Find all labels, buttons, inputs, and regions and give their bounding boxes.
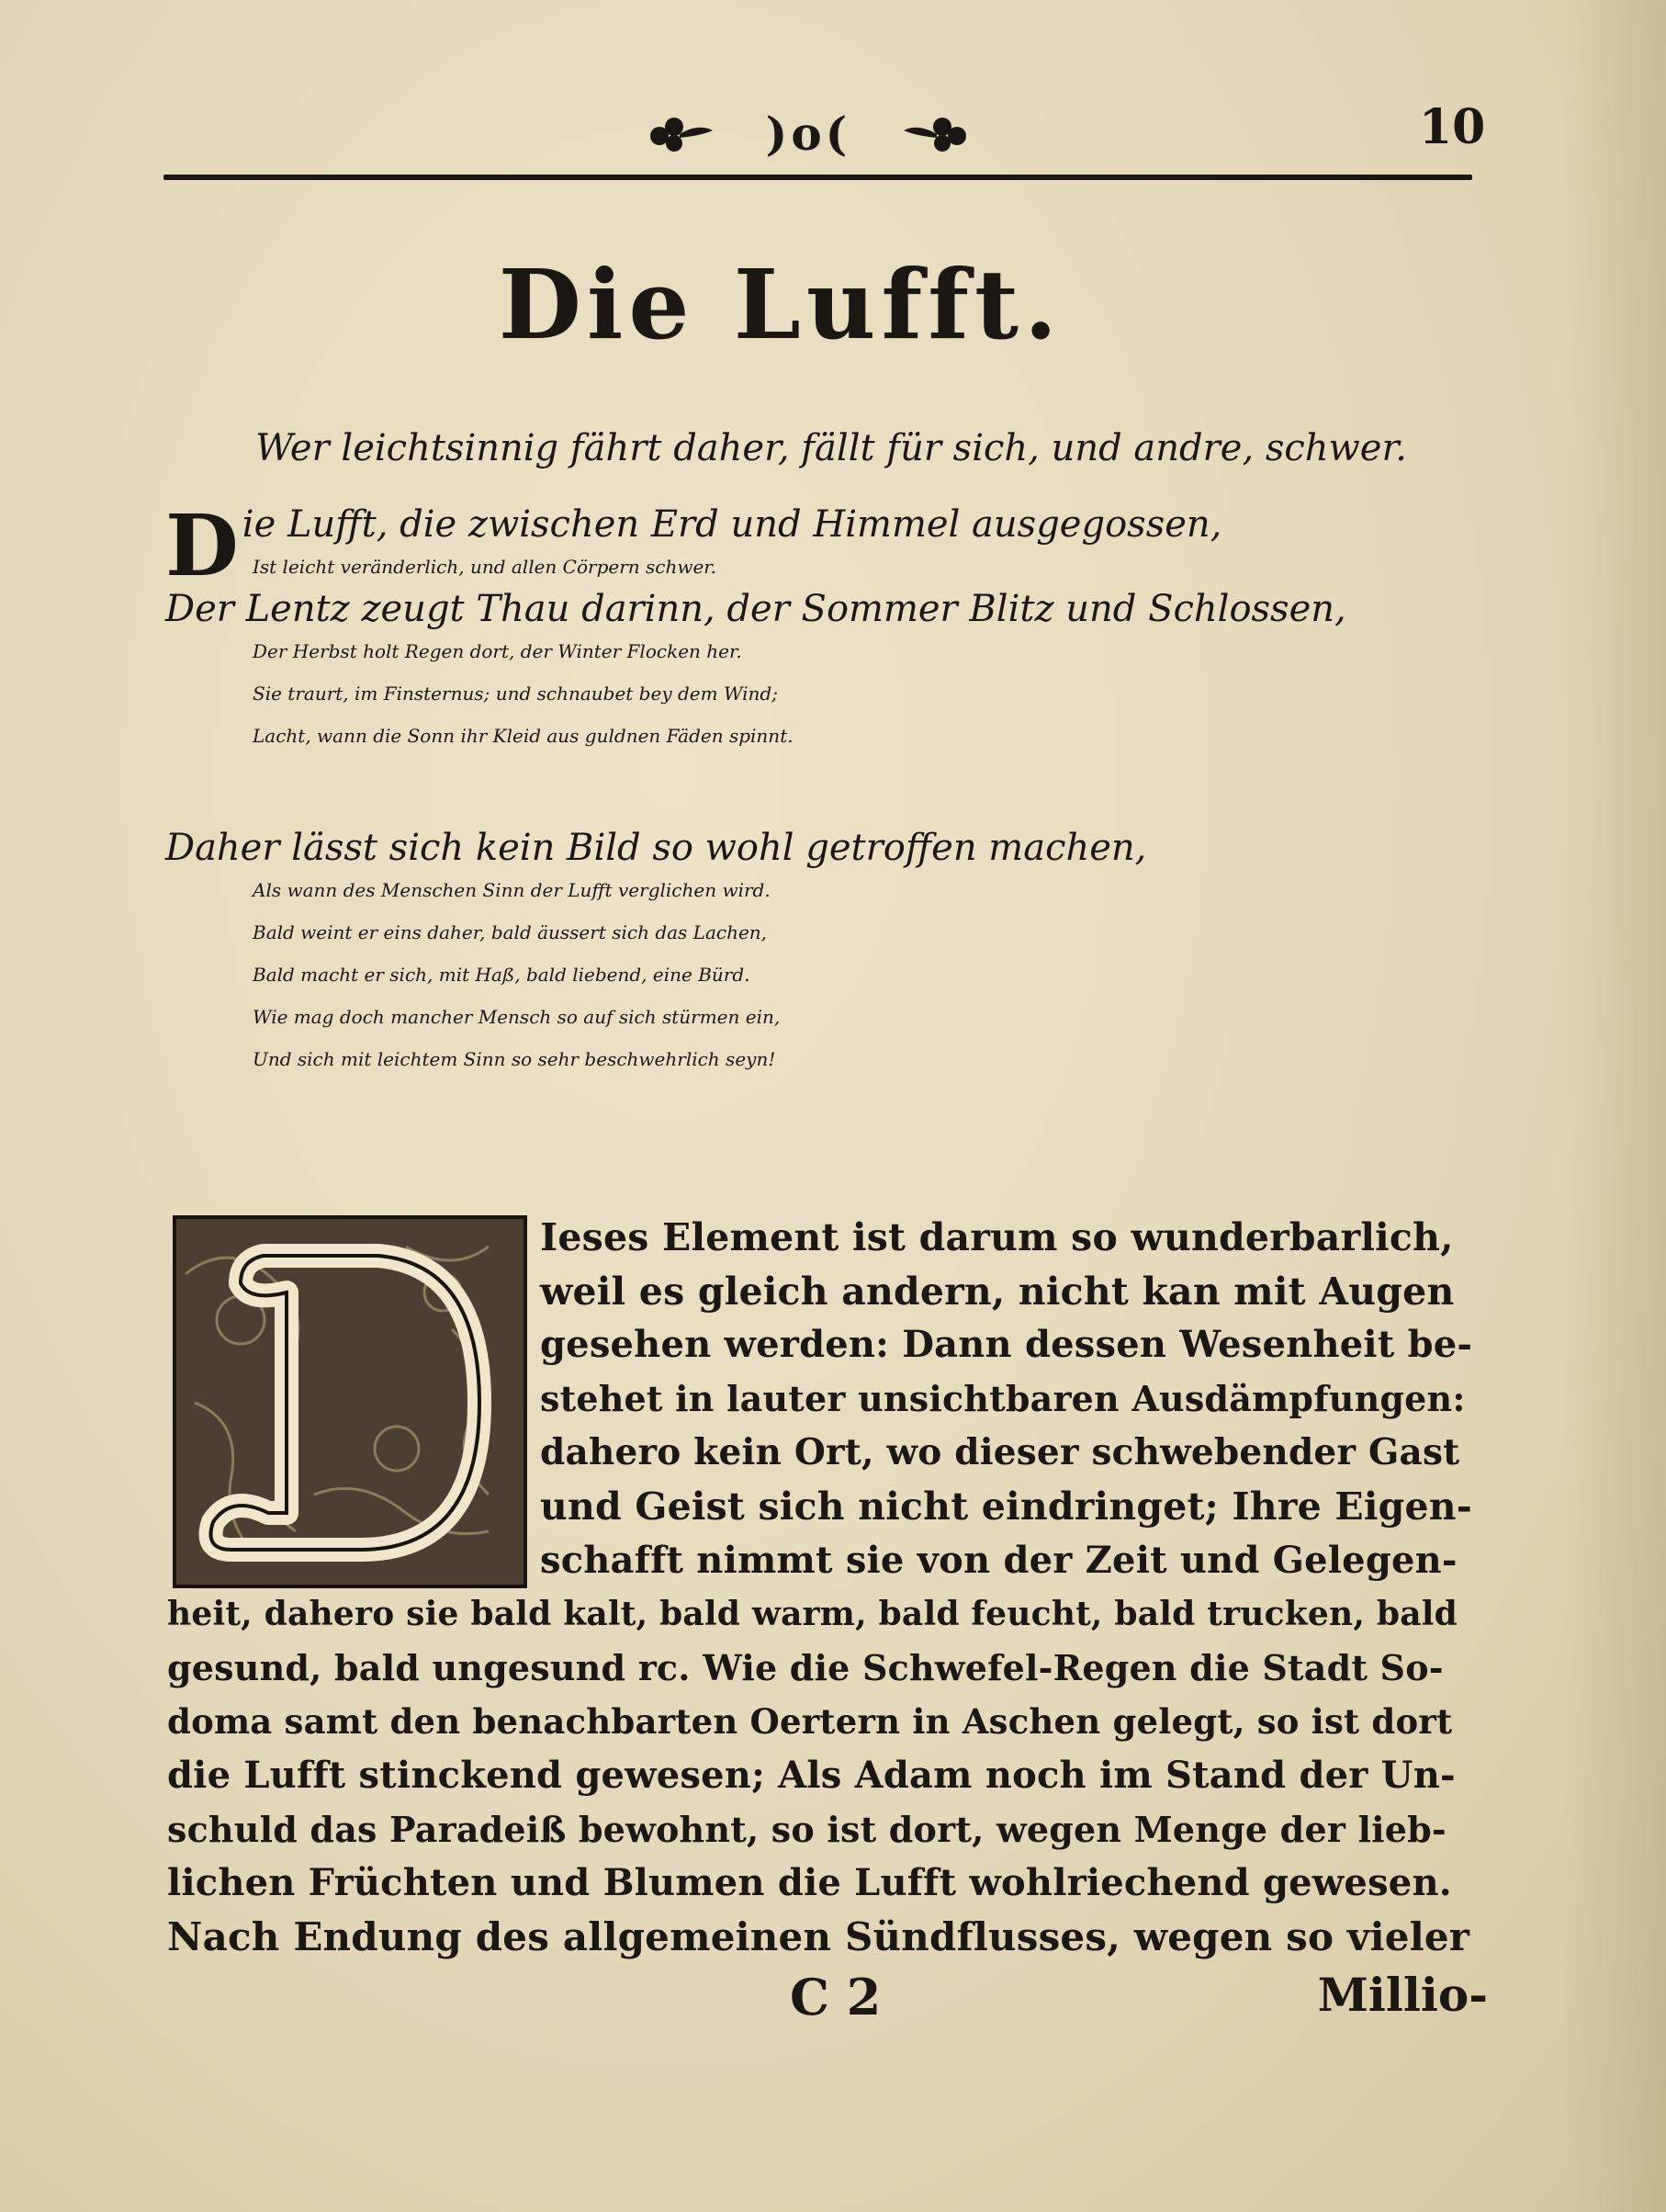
prose-line: lichen Früchten und Blumen die Lufft wohlriechend gewesen. — [167, 1861, 1452, 1905]
poem-line: ie Lufft, die zwischen Erd und Himmel ausgegossen, — [242, 503, 1222, 546]
poem-line: Bald macht er sich, mit Haß, bald liebend, eine Bürd. — [253, 964, 750, 986]
header-rule — [163, 175, 1472, 180]
poem-stanza-2 — [165, 827, 1469, 1080]
fleuron-left-icon — [643, 110, 716, 156]
page-number: 10 — [1419, 99, 1486, 155]
poem-line: Als wann des Menschen Sinn der Lufft verglichen wird. — [253, 879, 771, 901]
prose-line: Ieses Element ist darum so wunderbarlich, — [540, 1215, 1454, 1259]
poem-line: Wie mag doch mancher Mensch so auf sich stürmen ein, — [253, 1006, 781, 1028]
prose-line: heit, dahero sie bald kalt, bald warm, bald feucht, bald trucken, bald — [167, 1595, 1458, 1634]
poem-stanza-1 — [165, 496, 1469, 757]
prose-line: und Geist sich nicht eindringet; Ihre Eigen- — [540, 1484, 1472, 1529]
prose-line: gesehen werden: Dann dessen Wesenheit be- — [540, 1323, 1473, 1367]
page-shadow — [1561, 0, 1666, 2212]
poem-line: Bald weint er eins daher, bald äussert sich das Lachen, — [253, 921, 768, 943]
catchword: Millio- — [1317, 1968, 1488, 2022]
header-ornament — [643, 101, 974, 165]
signature-mark: C 2 — [790, 1968, 882, 2026]
poem-line: Lacht, wann die Sonn ihr Kleid aus guldnen Fäden spinnt. — [253, 725, 794, 747]
prose-paragraph — [167, 1211, 1473, 1964]
prose-line: die Lufft stinckend gewesen; Als Adam noch im Stand der Un- — [167, 1753, 1456, 1797]
poem-line: Daher lässt sich kein Bild so wohl getroffen machen, — [165, 827, 1147, 869]
prose-line: gesund, bald ungesund rc. Wie die Schwefel-Regen die Stadt So- — [167, 1646, 1444, 1688]
prose-line: doma samt den benachbarten Oertern in Aschen gelegt, so ist dort — [167, 1701, 1453, 1743]
poem-line: Ist leicht veränderlich, und allen Cörpern schwer. — [253, 556, 717, 578]
prose-line: weil es gleich andern, nicht kan mit Augen — [540, 1269, 1455, 1314]
fleuron-right-icon — [900, 110, 974, 156]
prose-line: schafft nimmt sie von der Zeit und Gelegen- — [540, 1538, 1458, 1582]
poem-line: Und sich mit leichtem Sinn so sehr beschwehrlich seyn! — [253, 1048, 776, 1070]
prose-line: Nach Endung des allgemeinen Sündflusses, wegen so vieler — [167, 1913, 1470, 1959]
prose-line: schuld das Paradeiß bewohnt, so ist dort, wegen Menge der lieb- — [167, 1808, 1446, 1850]
motto: Wer leichtsinnig fährt daher, fällt für sich, und andre, schwer. — [255, 427, 1407, 469]
poem-line: Der Lentz zeugt Thau darinn, der Sommer Blitz und Schlossen, — [165, 588, 1346, 630]
footer-line — [790, 1968, 1488, 2026]
poem-line: Sie traurt, im Finsternus; und schnaubet bey dem Wind; — [253, 683, 778, 705]
page-title: Die Lufft. — [498, 248, 1064, 361]
prose-line: stehet in lauter unsichtbaren Ausdämpfungen: — [540, 1377, 1466, 1419]
header-ornament-center: )o( — [765, 106, 851, 161]
stanza-initial: D — [165, 496, 239, 595]
poem-line: Der Herbst holt Regen dort, der Winter Flocken her. — [253, 640, 742, 662]
prose-line: dahero kein Ort, wo dieser schwebender Gast — [540, 1431, 1460, 1474]
